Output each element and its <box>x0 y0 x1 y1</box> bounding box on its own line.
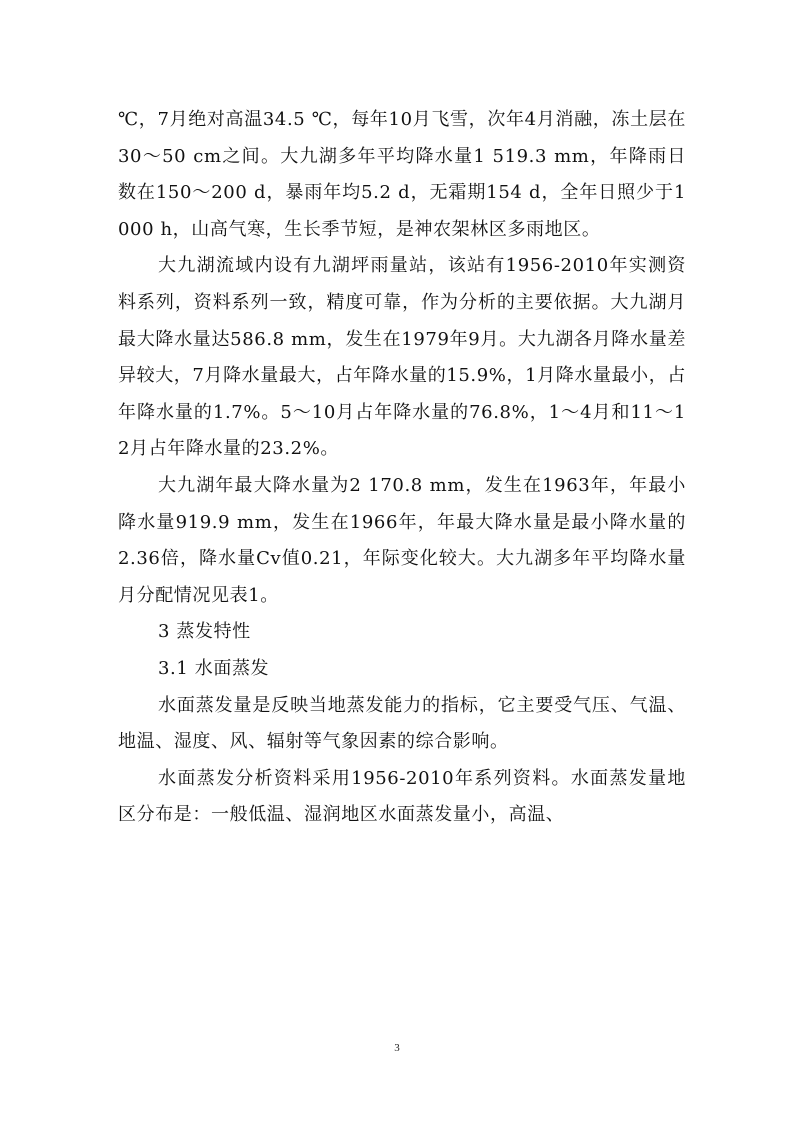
paragraph-climate-continuation: ℃，7月绝对高温34.5 ℃，每年10月飞雪，次年4月消融，冻土层在30～50 cm之间。大九湖多年平均降水量1 519.3 mm，年降雨日数在150～200 d，暴雨年均5.2 d，无霜期154 d，全年日照少于1 000 h，山高气寒，生长季节短，是神农架林区多雨地区。 <box>118 109 686 240</box>
paragraph-rain-station: 大九湖流域内设有九湖坪雨量站，该站有1956-2010年实测资料系列，资料系列一致，精度可靠，作为分析的主要依据。大九湖月最大降水量达586.8 mm，发生在1979年9月。大九湖各月降水量差异较大，7月降水量最大，占年降水量的15.9%，1月降水量最小，占年降水量的1.7%。5～10月占年降水量的76.8%，1～4月和11～12月占年降水量的23.2%。 <box>118 255 686 460</box>
paragraph-evaporation-data: 水面蒸发分析资料采用1956-2010年系列资料。水面蒸发量地区分布是：一般低温、湿润地区水面蒸发量小，高温、 <box>118 767 686 826</box>
section-heading-evaporation: 3 蒸发特性 <box>158 621 251 643</box>
page-number: 3 <box>394 1042 400 1054</box>
paragraph-annual-extremes: 大九湖年最大降水量为2 170.8 mm，发生在1963年，年最小降水量919.9 mm，发生在1966年，年最大降水量是最小降水量的2.36倍，降水量Cv值0.21，年际变化较大。大九湖多年平均降水量月分配情况见表1。 <box>118 474 686 606</box>
document-body <box>118 102 686 834</box>
subsection-heading-water-surface-evaporation: 3.1 水面蒸发 <box>158 657 270 679</box>
paragraph-evaporation-definition: 水面蒸发量是反映当地蒸发能力的指标，它主要受气压、气温、地温、湿度、风、辐射等气象因素的综合影响。 <box>118 694 686 753</box>
